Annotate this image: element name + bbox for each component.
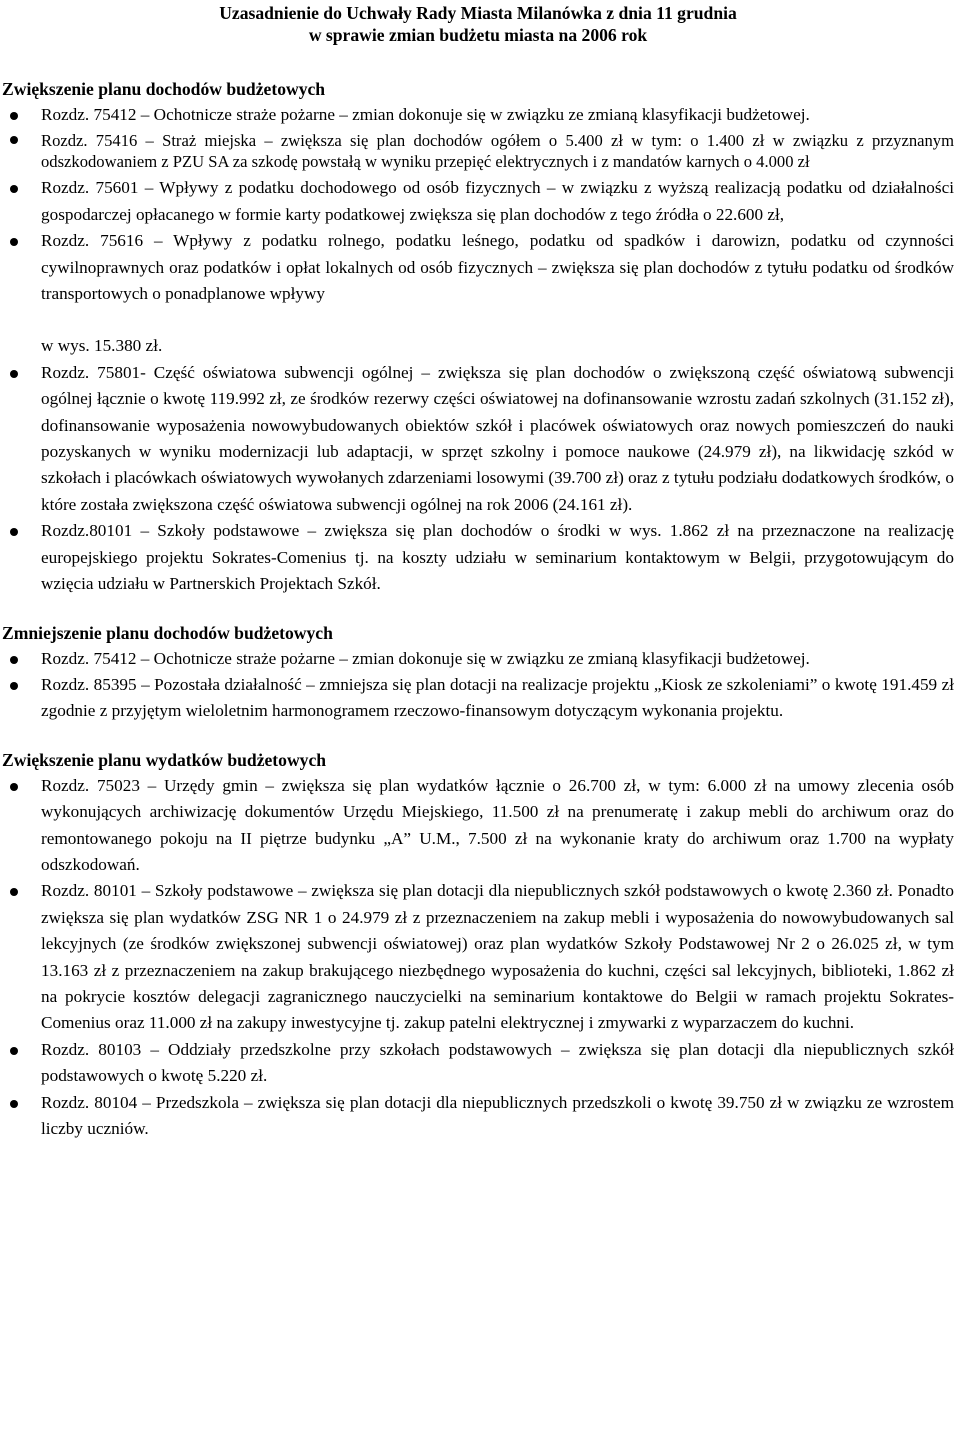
list-item: Rozdz. 75801- Część oświatowa subwencji ogólnej – zwiększa się plan dochodów o zwiększoną część oświatową subwencji ogólnej łącznie o kwotę 119.992 zł, ze środków rezerwy części oświatowej na dofinansowanie wzrostu zadań szkolnych (31.152 zł), dofinansowanie wyposażenia nowowybudowanych obiektów szkół i placówek oświatowych oraz nowych pomieszczeń do nauki pozyskanych w wyniku modernizacji lub adaptacji, w sprzęt szkolny i pomoce naukowe (24.979 zł), na likwidację szkód w szkołach i placówkach oświatowych wywołanych zdarzeniami losowymi (39.700 zł) oraz z tytułu podziału dodatkowych środków, o które została zwiększona część oświatowa subwencji ogólnej na rok 2006 (24.161 zł).: [2, 360, 954, 518]
line-gap: [41, 307, 954, 333]
document-title-line-1: Uzasadnienie do Uchwały Rady Miasta Milanówka z dnia 11 grudnia: [219, 3, 737, 23]
list-item: Rozdz. 80101 – Szkoły podstawowe – zwiększa się plan dotacji dla niepublicznych szkół podstawowych o kwotę 2.360 zł. Ponadto zwiększa się plan wydatków ZSG NR 1 o 24.979 zł z przeznaczeniem na zakup mebli i wyposażenia do nowowybudowanych sal lekcyjnych (ze środków zwiększonej subwencji oświatowej) oraz plan wydatków Szkoły Podstawowej Nr 2 o 26.025 zł, w tym 13.163 zł z przeznaczeniem na zakup brakującego niezbędnego wyposażenia do kuchni, części sal lekcyjnych, biblioteki, 1.862 zł na pokrycie kosztów delegacji zagranicznego nauczycielki na seminarium kontaktowe do Belgii w ramach projektu Sokrates-Comenius oraz 11.000 zł na zakupy inwestycyjne tj. zakup patelni elektrycznej i zmywarki z wyparzaczem do kuchni.: [2, 878, 954, 1036]
income-decrease-list: [2, 646, 954, 725]
list-item: Rozdz.80101 – Szkoły podstawowe – zwiększa się plan dochodów o środki w wys. 1.862 zł na przeznaczone na realizację europejskiego projektu Sokrates-Comenius tj. na koszty udziału w seminarium kontaktowym w Belgii, przygotowującym do wzięcia udziału w Partnerskich Projektach Szkół.: [2, 518, 954, 597]
list-item: Rozdz. 75416 – Straż miejska – zwiększa się plan dochodów ogółem o 5.400 zł w tym: o 1.400 zł w związku z przyznanym odszkodowaniem z PZU SA za szkodę powstałą w wyniku przepięć elektrycznych i z mandatów karnych o 4.000 zł: [2, 128, 954, 175]
list-item: Rozdz. 85395 – Pozostała działalność – zmniejsza się plan dotacji na realizacje projektu „Kiosk ze szkoleniami” o kwotę 191.459 zł zgodnie z przyjętym wieloletnim harmonogramem rzeczowo-finansowym dotyczącym wykonania projektu.: [2, 672, 954, 725]
list-item: Rozdz. 75412 – Ochotnicze straże pożarne – zmian dokonuje się w związku ze zmianą klasyfikacji budżetowej.: [2, 646, 954, 672]
section-heading-expense-increase: Zwiększenie planu wydatków budżetowych: [2, 749, 327, 770]
document-title-line-2: w sprawie zmian budżetu miasta na 2006 rok: [308, 25, 648, 45]
expense-increase-list: [2, 773, 954, 1143]
section-heading-income-increase: Zwiększenie planu dochodów budżetowych: [2, 79, 326, 99]
list-item-text: Rozdz. 75616 – Wpływy z podatku rolnego, podatku leśnego, podatku od spadków i darowizn, podatku od czynności cywilnoprawnych oraz podatków i opłat lokalnych od osób fizycznych – zwiększa się plan dochodów z tytułu podatku od środków transportowych o ponadplanowe wpływy: [41, 231, 954, 304]
list-item: [2, 228, 954, 360]
income-increase-list: [2, 102, 954, 598]
section-heading-income-decrease: Zmniejszenie planu dochodów budżetowych: [2, 622, 333, 643]
list-item: Rozdz. 80103 – Oddziały przedszkolne przy szkołach podstawowych – zwiększa się plan dotacji dla niepublicznych szkół podstawowych o kwotę 5.220 zł.: [2, 1037, 954, 1090]
list-item: Rozdz. 80104 – Przedszkola – zwiększa się plan dotacji dla niepublicznych przedszkoli o kwotę 39.750 zł w związku ze wzrostem liczby uczniów.: [2, 1090, 954, 1143]
list-item: Rozdz. 75412 – Ochotnicze straże pożarne – zmian dokonuje się w związku ze zmianą klasyfikacji budżetowej.: [2, 102, 954, 128]
document-title: [2, 2, 954, 46]
list-item-continuation: w wys. 15.380 zł.: [41, 336, 163, 356]
list-item: Rozdz. 75023 – Urzędy gmin – zwiększa się plan wydatków łącznie o 26.700 zł, w tym: 6.000 zł na umowy zlecenia osób wykonujących archiwizację dokumentów Urzędu Miejskiego, 11.500 zł na prenumeratę i zakup mebli do archiwum oraz do remontowanego pokoju na II piętrze budynku „A” U.M., 7.500 zł na wykonanie kraty do archiwum oraz 1.700 na wypłaty odszkodowań.: [2, 773, 954, 879]
list-item: Rozdz. 75601 – Wpływy z podatku dochodowego od osób fizycznych – w związku z wyższą realizacją podatku od działalności gospodarczej opłacanego w formie karty podatkowej zwiększa się plan dochodów z tego źródła o 22.600 zł,: [2, 175, 954, 228]
